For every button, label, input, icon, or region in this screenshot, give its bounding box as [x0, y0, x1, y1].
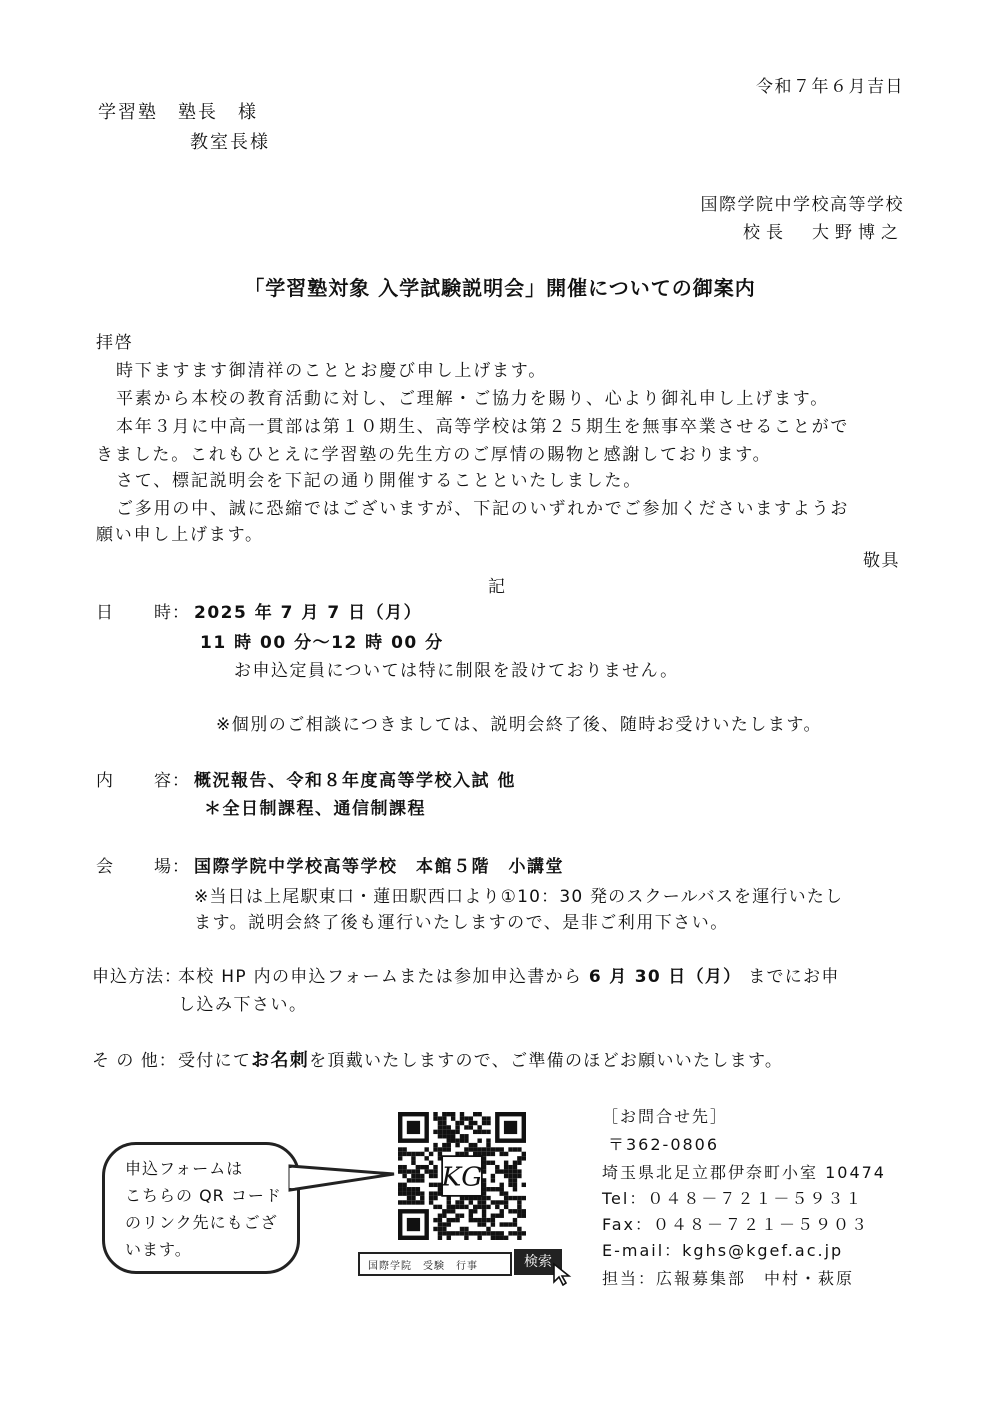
consult-note: ※個別のご相談につきましては、説明会終了後、随時お受けいたします。 [216, 715, 823, 735]
contact-fax: Fax：０４８－７２１－５９０３ [602, 1215, 870, 1234]
apply-deadline: 6 月 30 日（月） [588, 967, 742, 987]
venue-place: 国際学院中学校高等学校 本館５階 小講堂 [194, 857, 564, 877]
contact-staff: 担当：広報募集部 中村・萩原 [602, 1269, 855, 1288]
apply-line-1: 本校 HP 内の申込フォームまたは参加申込書から 6 月 30 日（月） までにお申 [178, 967, 840, 987]
search-query-box[interactable] [358, 1252, 512, 1276]
bubble-line: います。 [125, 1240, 192, 1259]
bubble-line: 申込フォームは [125, 1159, 244, 1178]
content-line-1: 概況報告、令和８年度高等学校入試 他 [194, 771, 516, 791]
bus-note-2: ます。説明会終了後も運行いたしますので、是非ご利用下さい。 [194, 913, 729, 933]
body-line: 平素から本校の教育活動に対し、ご理解・ご協力を賜り、心より御礼申し上げます。 [116, 389, 830, 409]
contact-email[interactable]: E-mail：kghs@kgef.ac.jp [602, 1241, 844, 1260]
event-time: 11 時 00 分～12 時 00 分 [200, 633, 444, 653]
qr-callout-bubble [102, 1142, 300, 1274]
contact-postal: 〒362-0806 [608, 1135, 720, 1154]
ki-marker: 記 [488, 577, 507, 597]
contact-heading: ［お問合せ先］ [602, 1107, 729, 1126]
other-label: そ の 他： [92, 1051, 177, 1071]
sender-school: 国際学院中学校高等学校 [700, 195, 904, 215]
salutation-closing: 敬具 [863, 551, 900, 571]
body-line: 時下ますます御清祥のこととお慶び申し上げます。 [116, 361, 548, 381]
contact-tel: Tel：０４８－７２１－５９３１ [602, 1189, 864, 1208]
body-line: 本年３月に中高一貫部は第１０期生、高等学校は第２５期生を無事卒業させることがで [116, 417, 850, 437]
salutation-opening: 拝啓 [96, 333, 134, 353]
bubble-line: こちらの QR コード [125, 1186, 282, 1205]
bus-note-1: ※当日は上尾駅東口・蓮田駅西口より①10：30 発のスクールバスを運行いたし [194, 887, 844, 907]
body-line: さて、標記説明会を下記の通り開催することといたしました。 [116, 471, 643, 491]
body-line: 願い申し上げます。 [96, 525, 264, 545]
bubble-line: のリンク先にもござ [125, 1213, 278, 1232]
other-text: 受付にてお名刺を頂戴いたしますので、ご準備のほどお願いいたします。 [178, 1050, 784, 1071]
business-card-emphasis: お名刺 [251, 1050, 310, 1071]
recipient-line-2: 教室長様 [190, 132, 270, 153]
sender-principal: 校長 大野博之 [743, 223, 904, 243]
search-query-text: 国際学院 受験 行事 [368, 1261, 478, 1272]
apply-label: 申込方法： [92, 967, 182, 987]
document-date: 令和７年６月吉日 [756, 77, 904, 97]
body-line: きました。これもひとえに学習塾の先生方のご厚情の賜物と感謝しております。 [96, 445, 772, 465]
body-line: ご多用の中、誠に恐縮ではございますが、下記のいずれかでご参加くださいますようお [116, 499, 850, 519]
capacity-note: お申込定員については特に制限を設けておりません。 [234, 661, 679, 681]
cursor-arrow-icon [552, 1262, 574, 1286]
event-date: 2025 年 7 月 7 日（月） [194, 603, 423, 623]
qr-logo: KG [441, 1161, 483, 1193]
apply-line-2: し込み下さい。 [178, 995, 308, 1015]
document-title: 「学習塾対象 入学試験説明会」開催についての御案内 [244, 276, 756, 300]
content-line-2: ＊全日制課程、通信制課程 [204, 799, 426, 819]
recipient-line-1: 学習塾 塾長 様 [98, 102, 258, 123]
contact-address: 埼玉県北足立郡伊奈町小室 10474 [602, 1163, 886, 1182]
search-button[interactable]: 検索 [514, 1249, 562, 1275]
bubble-tail [286, 1152, 398, 1192]
qr-code-icon[interactable] [398, 1112, 526, 1240]
